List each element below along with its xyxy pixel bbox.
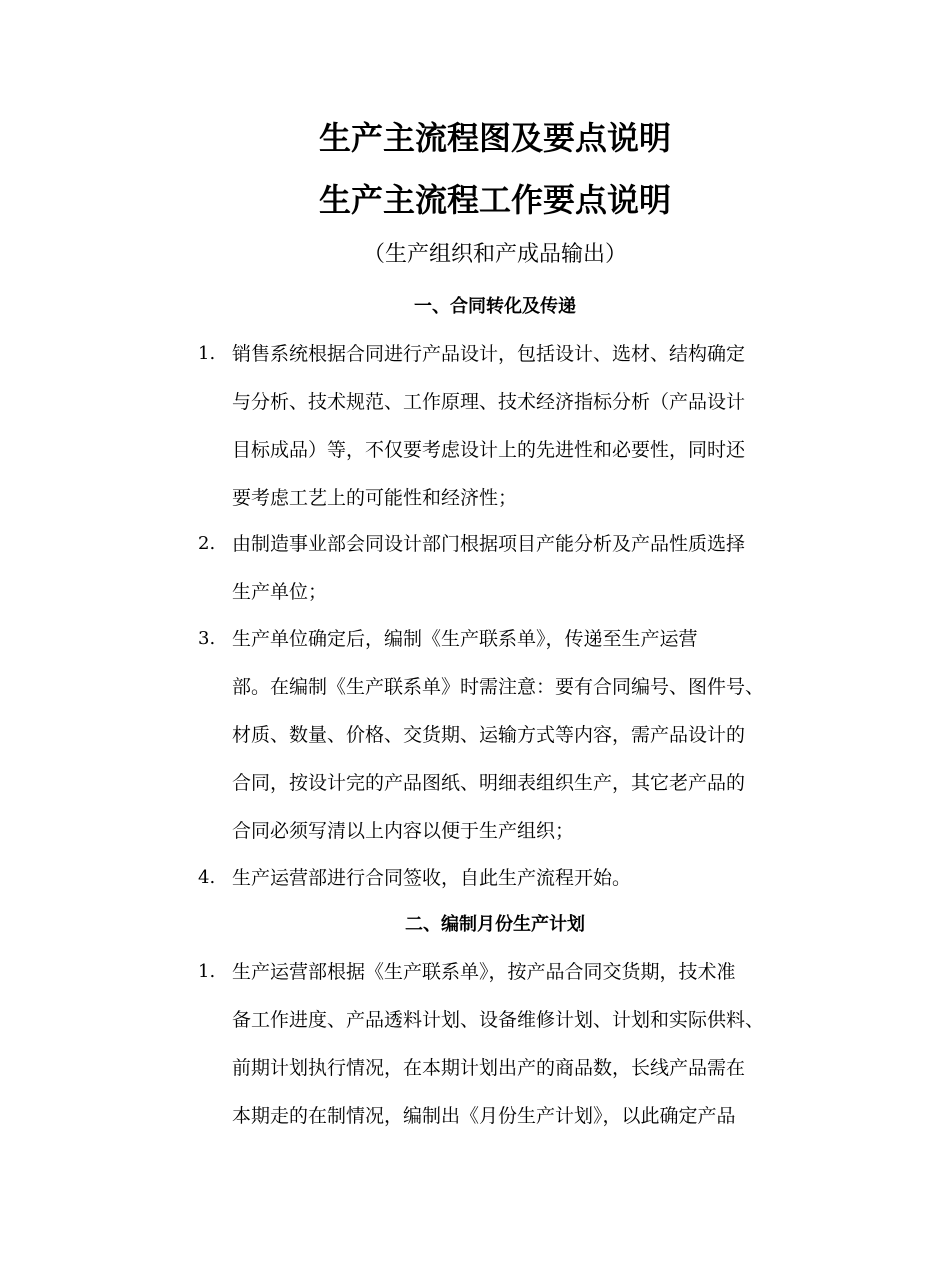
item-line: 目标成品）等，不仅要考虑设计上的先进性和必要性，同时还 — [232, 439, 746, 461]
document-subtitle-main: 生产主流程工作要点说明 — [318, 181, 671, 219]
item-line: 生产运营部进行合同签收，自此生产流程开始。 — [232, 867, 632, 889]
item-number: 1. — [198, 961, 216, 982]
item-line: 销售系统根据合同进行产品设计，包括设计、选材、结构确定 — [232, 343, 746, 365]
item-line: 备工作进度、产品透料计划、设备维修计划、计划和实际供料、 — [232, 1009, 765, 1031]
document-subtitle-note: （生产组织和产成品输出） — [362, 242, 627, 267]
document-title: 生产主流程图及要点说明 — [318, 119, 671, 157]
item-number: 1. — [198, 343, 216, 364]
item-line: 生产单位确定后，编制《生产联系单》，传递至生产运营 — [232, 628, 698, 650]
item-line: 要考虑工艺上的可能性和经济性； — [232, 487, 518, 509]
item-number: 3. — [198, 628, 216, 649]
item-line: 生产单位； — [232, 581, 328, 603]
item-line: 前期计划执行情况，在本期计划出产的商品数，长线产品需在 — [232, 1057, 746, 1079]
item-line: 与分析、技术规范、工作原理、技术经济指标分析（产品设计 — [232, 391, 746, 413]
item-number: 4. — [198, 867, 216, 888]
item-line: 合同，按设计完的产品图纸、明细表组织生产，其它老产品的 — [232, 772, 746, 794]
section-heading-1: 一、合同转化及传递 — [414, 296, 576, 317]
item-line: 由制造事业部会同设计部门根据项目产能分析及产品性质选择 — [232, 533, 746, 555]
item-line: 合同必须写清以上内容以便于生产组织； — [232, 820, 575, 842]
item-line: 本期走的在制情况，编制出《月份生产计划》，以此确定产品 — [232, 1105, 736, 1127]
item-line: 部。在编制《生产联系单》时需注意：要有合同编号、图件号、 — [232, 676, 765, 698]
section-heading-2: 二、编制月份生产计划 — [405, 914, 585, 935]
item-number: 2. — [198, 533, 216, 554]
item-line: 生产运营部根据《生产联系单》，按产品合同交货期，技术准 — [232, 961, 736, 983]
item-line: 材质、数量、价格、交货期、运输方式等内容，需产品设计的 — [232, 724, 746, 746]
